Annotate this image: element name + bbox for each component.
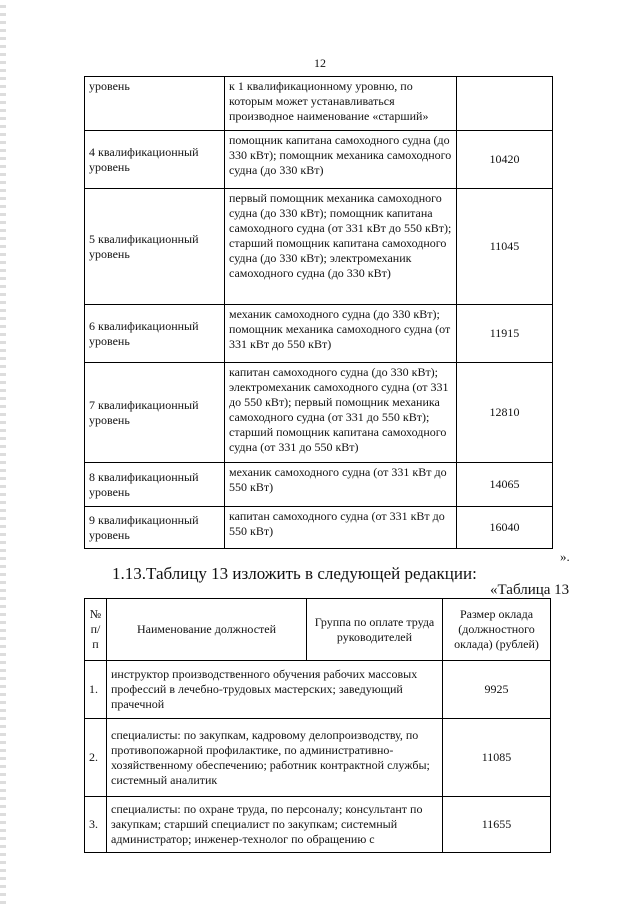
positions-cell: к 1 квалификационному уровню, по которым может устанавливаться производное наименование «старший» — [225, 77, 457, 131]
level-cell: 6 квалификационный уровень — [85, 305, 225, 363]
positions-cell: капитан самоходного судна (до 330 кВт); электромеханик самоходного судна (от 331 до 550 кВт); первый помощник механика самоходного судна (от 331 до 550 кВт); старший помощник капитана самоходного судна (от 331 до 550 кВт) — [225, 363, 457, 463]
table-label: «Таблица 13 — [490, 582, 570, 598]
table-row — [85, 797, 551, 853]
row-number: 1. — [85, 661, 107, 719]
level-cell: 7 квалификационный уровень — [85, 363, 225, 463]
header-pay-group: Группа по оплате труда руководителей — [307, 599, 443, 661]
table-row — [85, 77, 553, 131]
table-row — [85, 719, 551, 797]
positions-cell: инструктор производственного обучения рабочих массовых профессий в лечебно-трудовых мастерских; заведующий прачечной — [107, 661, 443, 719]
salary-cell: 11045 — [457, 189, 553, 305]
level-cell: 5 квалификационный уровень — [85, 189, 225, 305]
positions-cell: помощник капитана самоходного судна (до 330 кВт); помощник механика самоходного судна (до 330 кВт) — [225, 131, 457, 189]
positions-cell: специалисты: по закупкам, кадровому делопроизводству, по противопожарной профилактике, по административно-хозяйственному обеспечению; работник контрактной службы; системный аналитик — [107, 719, 443, 797]
page-binding-edge — [0, 0, 6, 905]
table-header-row — [85, 599, 551, 661]
salary-cell: 11915 — [457, 305, 553, 363]
level-cell: уровень — [85, 77, 225, 131]
table-row — [85, 363, 553, 463]
level-cell: 4 квалификационный уровень — [85, 131, 225, 189]
salary-cell: 11085 — [443, 719, 551, 797]
level-cell: 8 квалификационный уровень — [85, 463, 225, 507]
salary-cell: 14065 — [457, 463, 553, 507]
header-salary: Размер оклада (должностного оклада) (рублей) — [443, 599, 551, 661]
qualification-levels-table — [84, 76, 553, 549]
salary-cell: 12810 — [457, 363, 553, 463]
salary-cell — [457, 77, 553, 131]
row-number: 2. — [85, 719, 107, 797]
table-row — [85, 661, 551, 719]
closing-quote-mark: ». — [560, 549, 570, 564]
positions-cell: механик самоходного судна (до 330 кВт); помощник механика самоходного судна (от 331 кВт до 550 кВт) — [225, 305, 457, 363]
salary-cell: 9925 — [443, 661, 551, 719]
table-row — [85, 305, 553, 363]
section-heading: 1.13.Таблицу 13 изложить в следующей редакции: — [112, 564, 477, 583]
row-number: 3. — [85, 797, 107, 853]
table-row — [85, 189, 553, 305]
positions-cell: первый помощник механика самоходного судна (до 330 кВт); помощник капитана самоходного судна (от 331 кВт до 550 кВт); старший помощник капитана самоходного судна (до 330 кВт); электромеханик самоходного судна (до 330 кВт) — [225, 189, 457, 305]
table-row — [85, 463, 553, 507]
level-cell: 9 квалификационный уровень — [85, 507, 225, 549]
salary-cell: 10420 — [457, 131, 553, 189]
salary-cell: 11655 — [443, 797, 551, 853]
header-number: № п/п — [85, 599, 107, 661]
positions-cell: специалисты: по охране труда, по персоналу; консультант по закупкам; старший специалист по закупкам; системный администратор; инженер-технолог по обращению с — [107, 797, 443, 853]
header-position-name: Наименование должностей — [107, 599, 307, 661]
page-number: 12 — [314, 56, 326, 70]
table-row — [85, 507, 553, 549]
positions-salary-table — [84, 598, 551, 853]
positions-cell: механик самоходного судна (от 331 кВт до 550 кВт) — [225, 463, 457, 507]
salary-cell: 16040 — [457, 507, 553, 549]
table-row — [85, 131, 553, 189]
positions-cell: капитан самоходного судна (от 331 кВт до 550 кВт) — [225, 507, 457, 549]
